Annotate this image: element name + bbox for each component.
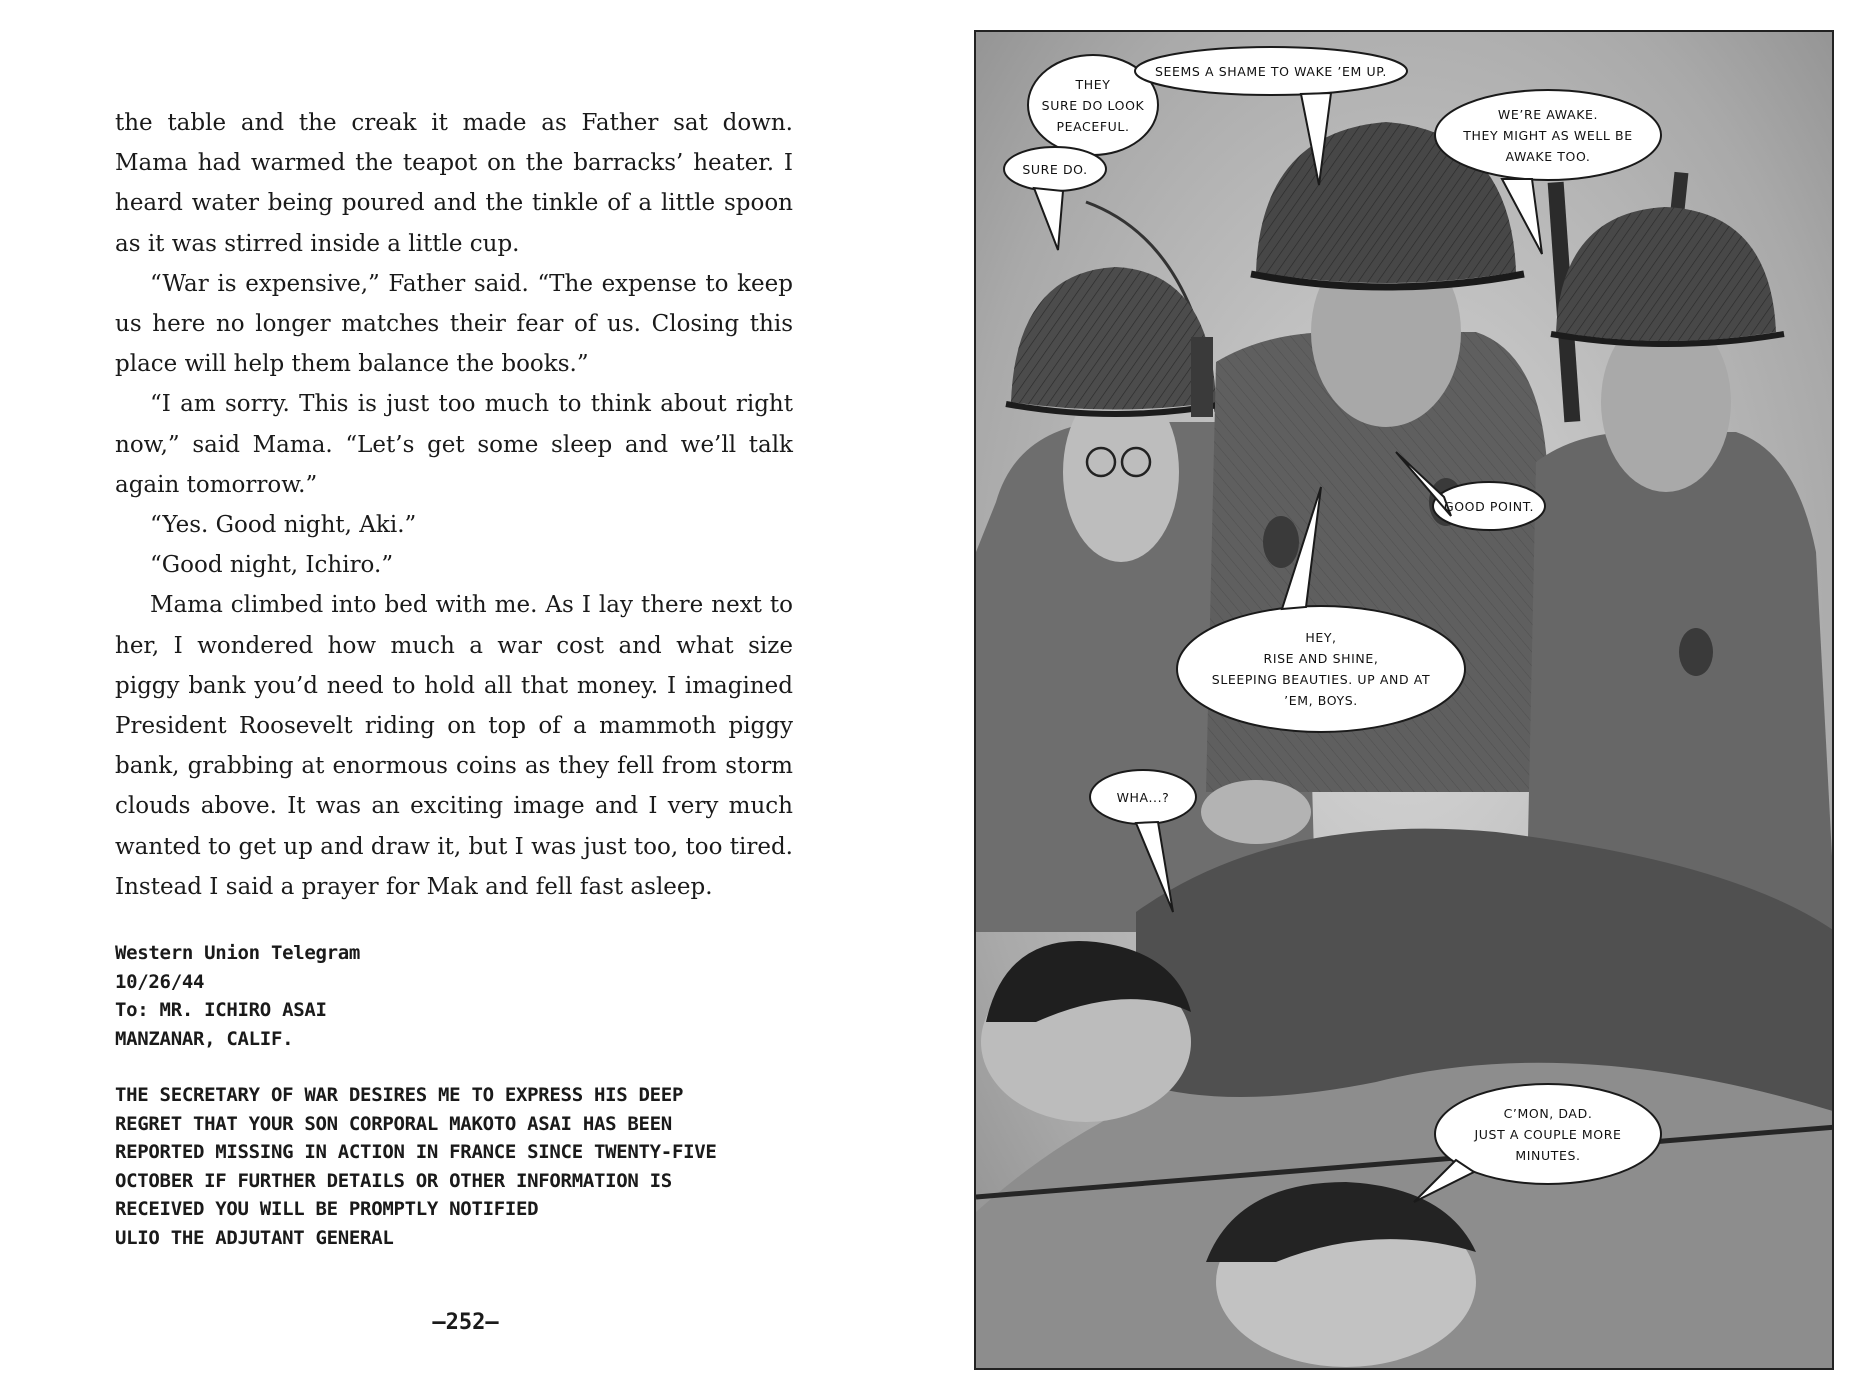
hand: [1201, 780, 1311, 844]
telegram-recipient: To: MR. ICHIRO ASAI: [115, 999, 327, 1021]
speech-balloon-wha: WHA...?: [1116, 789, 1170, 805]
paragraph-3: “I am sorry. This is just too much to think about right now,” said Mama. “Let’s get some sleep and we’ll talk again tomorrow.”: [115, 391, 793, 498]
telegram-body: [115, 1081, 815, 1252]
speech-balloon-cmon-dad: C’MON, DAD. JUST A COUPLE MORE MINUTES.: [1474, 1105, 1622, 1163]
speech-balloon-sure-do: SURE DO.: [1022, 161, 1088, 177]
page-number: –252–: [432, 1310, 499, 1335]
paragraph-6: Mama climbed into bed with me. As I lay there next to her, I wondered how much a war cost and what size piggy bank you’d need to hold all that money. I imagined President Roosevelt riding on top of a mammoth piggy bank, grabbing at enormous coins as they fell from storm clouds above. It was an exciting image and I very much wanted to get up and draw it, but I was just too, too tired. Instead I said a prayer for Mak and fell fast asleep.: [115, 592, 793, 900]
paragraph-2: “War is expensive,” Father said. “The expense to keep us here no longer matches their fear of us. Closing this place will help them balance the books.”: [115, 270, 793, 378]
telegram-body-line: REGRET THAT YOUR SON CORPORAL MAKOTO ASAI HAS BEEN: [115, 1112, 672, 1135]
telegram-body-line: THE SECRETARY OF WAR DESIRES ME TO EXPRESS HIS DEEP: [115, 1084, 684, 1106]
speech-balloon-shame: SEEMS A SHAME TO WAKE ’EM UP.: [1155, 63, 1387, 79]
prose-text: [115, 103, 793, 907]
speech-balloon-peaceful: THEY SURE DO LOOK PEACEFUL.: [1041, 76, 1145, 134]
telegram-location: MANZANAR, CALIF.: [115, 1027, 294, 1050]
telegram: [115, 939, 815, 1252]
paragraph-4: “Yes. Good night, Aki.”: [150, 512, 417, 539]
paragraph-5: “Good night, Ichiro.”: [150, 552, 394, 579]
speech-balloon-awake: WE’RE AWAKE. THEY MIGHT AS WELL BE AWAKE TOO.: [1463, 106, 1633, 164]
telegram-signature: ULIO THE ADJUTANT GENERAL: [115, 1226, 394, 1249]
speech-balloon-good-point: GOOD POINT.: [1443, 498, 1535, 514]
paragraph-1: the table and the creak it made as Father sat down. Mama had warmed the teapot on the barracks’ heater. I heard water being poured and the tinkle of a little spoon as it was stirred inside a little cup.: [115, 110, 793, 257]
telegram-body-line: REPORTED MISSING IN ACTION IN FRANCE SINCE TWENTY-FIVE: [115, 1141, 717, 1163]
telegram-date: 10/26/44: [115, 970, 205, 993]
speech-balloon-rise-and-shine: HEY, RISE AND SHINE, SLEEPING BEAUTIES. UP AND AT ’EM, BOYS.: [1211, 630, 1431, 708]
telegram-body-line: OCTOBER IF FURTHER DETAILS OR OTHER INFORMATION IS: [115, 1169, 672, 1192]
comic-panel: [974, 30, 1834, 1370]
telegram-body-line: RECEIVED YOU WILL BE PROMPTLY NOTIFIED: [115, 1198, 539, 1220]
telegram-header: Western Union Telegram: [115, 942, 361, 964]
